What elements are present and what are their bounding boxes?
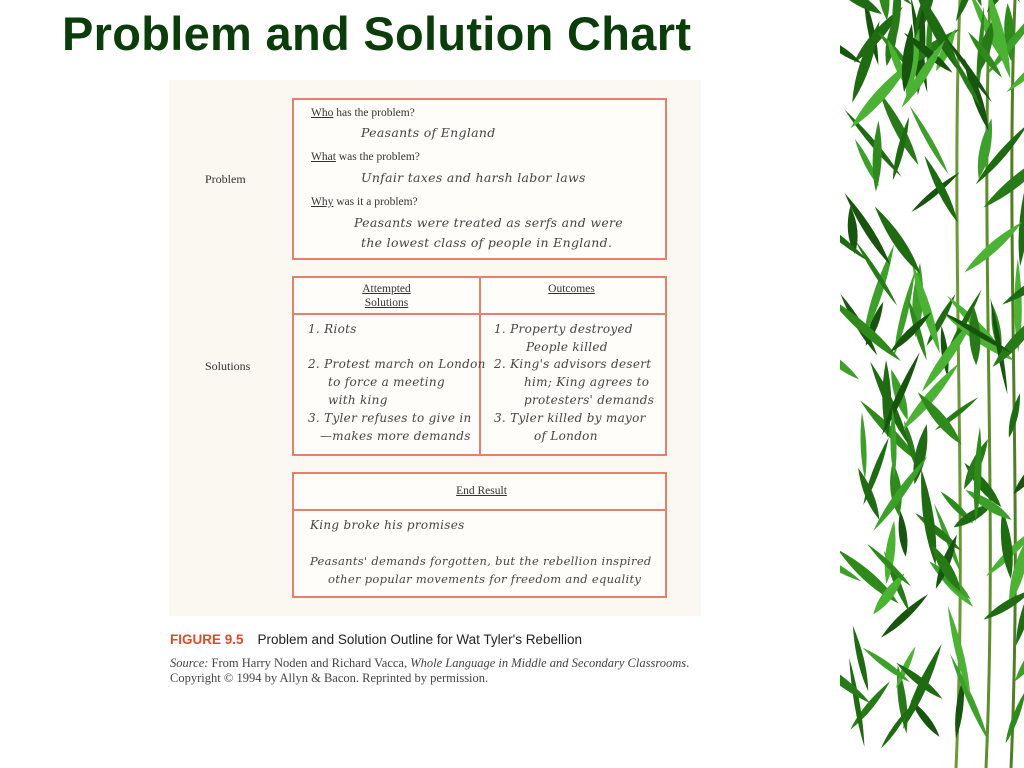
outcome-2-line-2: him; King agrees to: [524, 375, 650, 389]
outcome-3-line-1: 3. Tyler killed by mayor: [494, 411, 646, 425]
attempt-2-line-1: 2. Protest march on London: [308, 357, 486, 371]
outcome-1-line-2: People killed: [526, 340, 608, 354]
end-result-line-2a: Peasants' demands forgotten, but the rebellion inspired: [310, 554, 652, 568]
attempt-2-line-3: with king: [328, 393, 388, 407]
end-result-header: End Result: [456, 485, 507, 497]
problem-box: [292, 98, 667, 260]
outcome-2-line-3: protesters' demands: [524, 393, 655, 407]
outcomes-header: Outcomes: [548, 283, 595, 295]
attempt-3-line-2: —makes more demands: [320, 429, 471, 443]
outcome-2-line-1: 2. King's advisors desert: [494, 357, 652, 371]
attempt-1-line-1: 1. Riots: [308, 322, 357, 336]
what-question: What was the problem?: [311, 151, 420, 163]
problem-row-label: Problem: [205, 172, 246, 186]
solutions-row-label: Solutions: [205, 359, 251, 373]
why-question: Why was it a problem?: [311, 196, 418, 208]
attempted-solutions-header: Attempted Solutions: [362, 283, 411, 309]
end-result-line-2b: other popular movements for freedom and equality: [328, 572, 642, 586]
outcome-1-line-1: 1. Property destroyed: [494, 322, 633, 336]
why-answer-line-1: Peasants were treated as serfs and were: [354, 215, 624, 230]
slide-title: Problem and Solution Chart: [62, 7, 692, 60]
figure-caption: [170, 632, 582, 647]
figure-source: Source: From Harry Noden and Richard Vacca, Whole Language in Middle and Secondary Classrooms. Copyright © 1994 by Allyn & Bacon. Reprinted by permission.: [170, 656, 690, 685]
who-question: Who has the problem?: [311, 107, 415, 119]
attempt-2-line-2: to force a meeting: [328, 375, 445, 389]
who-answer: Peasants of England: [361, 125, 496, 140]
end-result-line-1: King broke his promises: [310, 518, 465, 532]
figure-scan: [169, 80, 701, 616]
outcome-3-line-2: of London: [534, 429, 598, 443]
header-divider: [294, 313, 665, 315]
what-answer: Unfair taxes and harsh labor laws: [361, 170, 586, 185]
end-result-header-divider: [294, 509, 665, 511]
why-answer-line-2: the lowest class of people in England.: [361, 235, 613, 250]
end-result-box: [292, 472, 667, 598]
figure-caption-text: Problem and Solution Outline for Wat Tyler's Rebellion: [257, 632, 583, 647]
attempt-3-line-1: 3. Tyler refuses to give in: [308, 411, 472, 425]
figure-label: FIGURE 9.5: [170, 632, 244, 647]
solutions-box: [292, 276, 667, 456]
bamboo-leaves-icon: [840, 0, 1024, 768]
